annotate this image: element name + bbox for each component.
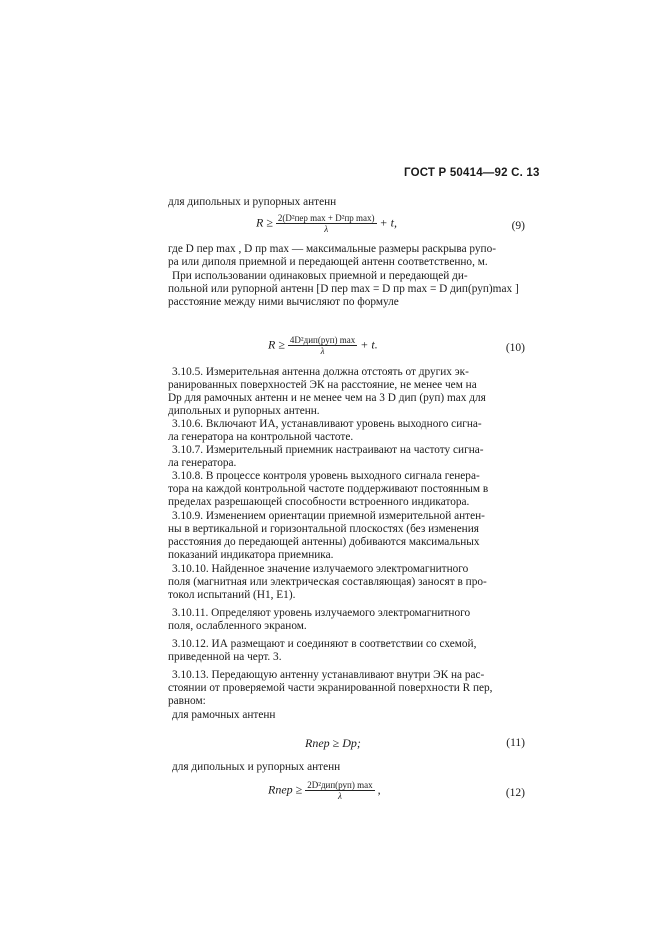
text-line: 3.10.9. Изменением ориентации приемной измерительной антен- <box>172 510 485 522</box>
formula-numerator: 2D²дип(руп) max <box>307 780 373 790</box>
formula-11: Rпер ≥ Dр; <box>305 736 361 750</box>
text-line: пределах разрешающей способности встроенного индикатора. <box>168 496 470 508</box>
formula-fraction <box>305 780 374 801</box>
text-line: ла генератора на контрольной частоте. <box>168 431 354 443</box>
formula-numerator: 4D²дип(руп) max <box>289 335 356 345</box>
text-line: 3.10.5. Измерительная антенна должна отстоять от других эк- <box>172 366 469 378</box>
formula-lhs: R ≥ <box>268 337 285 352</box>
text-line: поля (магнитная или электрическая составляющая) заносят в про- <box>168 576 487 588</box>
text-line: ла генератора. <box>168 457 237 469</box>
equation-number: (11) <box>506 737 525 749</box>
formula-denominator: λ <box>337 791 342 801</box>
text-line: 3.10.8. В процессе контроля уровень выходного сигнала генера- <box>172 470 480 482</box>
text-line: поля, ослабленного экраном. <box>168 620 307 632</box>
text-line: польной или рупорной антенн [D пер max = D пр max = D дип(руп)max ] <box>168 283 519 295</box>
equation-number: (9) <box>511 220 525 232</box>
text-line: для дипольных и рупорных антенн <box>168 196 337 208</box>
text-line: тора на каждой контрольной частоте поддерживают постоянным в <box>168 483 489 495</box>
equation-number: (12) <box>505 787 525 799</box>
text-line: Dр для рамочных антенн и не менее чем на 3 D дип (руп) max для <box>168 392 486 404</box>
equation-number: (10) <box>505 342 525 354</box>
formula-rhs: + t, <box>379 215 397 230</box>
formula-lhs: Rпер ≥ <box>268 782 303 797</box>
text-line: дипольных и рупорных антенн. <box>168 405 320 417</box>
formula-lhs: R ≥ <box>256 215 273 230</box>
text-line: ранированных поверхностей ЭК на расстояние, не менее чем на <box>168 379 477 391</box>
formula-fraction <box>288 335 357 356</box>
formula-numerator: 2(D²пер max + D²пр max) <box>277 213 375 223</box>
formula-denominator: λ <box>320 346 325 356</box>
formula-10 <box>268 335 378 356</box>
page-header: ГОСТ Р 50414—92 С. 13 <box>404 167 540 179</box>
text-line: для рамочных антенн <box>172 709 276 721</box>
text-line: для дипольных и рупорных антенн <box>172 761 341 773</box>
formula-rhs: + t. <box>360 337 378 352</box>
text-line: ра или диполя приемной и передающей антенн соответственно, м. <box>168 256 488 268</box>
text-line: 3.10.12. ИА размещают и соединяют в соответствии со схемой, <box>172 638 477 650</box>
text-line: 3.10.7. Измерительный приемник настраивают на частоту сигна- <box>172 444 484 456</box>
text-line: приведенной на черт. 3. <box>168 651 282 663</box>
text-line: где D пер max , D пр max — максимальные размеры раскрыва рупо- <box>168 243 497 255</box>
text-line: При использовании одинаковых приемной и передающей ди- <box>172 270 468 282</box>
text-line: расстояния до передающей антенны) добиваются максимальных <box>168 536 480 548</box>
formula-rhs: , <box>377 782 381 797</box>
text-line: стоянии от проверяемой части экранированной поверхности R пер, <box>168 682 493 694</box>
formula-12 <box>268 780 381 801</box>
formula-fraction <box>276 213 377 234</box>
text-line: расстояние между ними вычисляют по формуле <box>168 296 399 308</box>
text-line: токол испытаний (Н1, Е1). <box>168 589 296 601</box>
formula-denominator: λ <box>324 224 329 234</box>
text-line: 3.10.13. Передающую антенну устанавливают внутри ЭК на рас- <box>172 669 485 681</box>
text-line: 3.10.6. Включают ИА, устанавливают уровень выходного сигна- <box>172 418 482 430</box>
text-line: 3.10.10. Найденное значение излучаемого электромагнитного <box>172 563 469 575</box>
text-line: ны в вертикальной и горизонтальной плоскостях (без изменения <box>168 523 479 535</box>
formula-9 <box>256 213 397 234</box>
text-line: показаний индикатора приемника. <box>168 549 334 561</box>
text-line: равном: <box>168 695 206 707</box>
text-line: 3.10.11. Определяют уровень излучаемого электромагнитного <box>172 607 471 619</box>
